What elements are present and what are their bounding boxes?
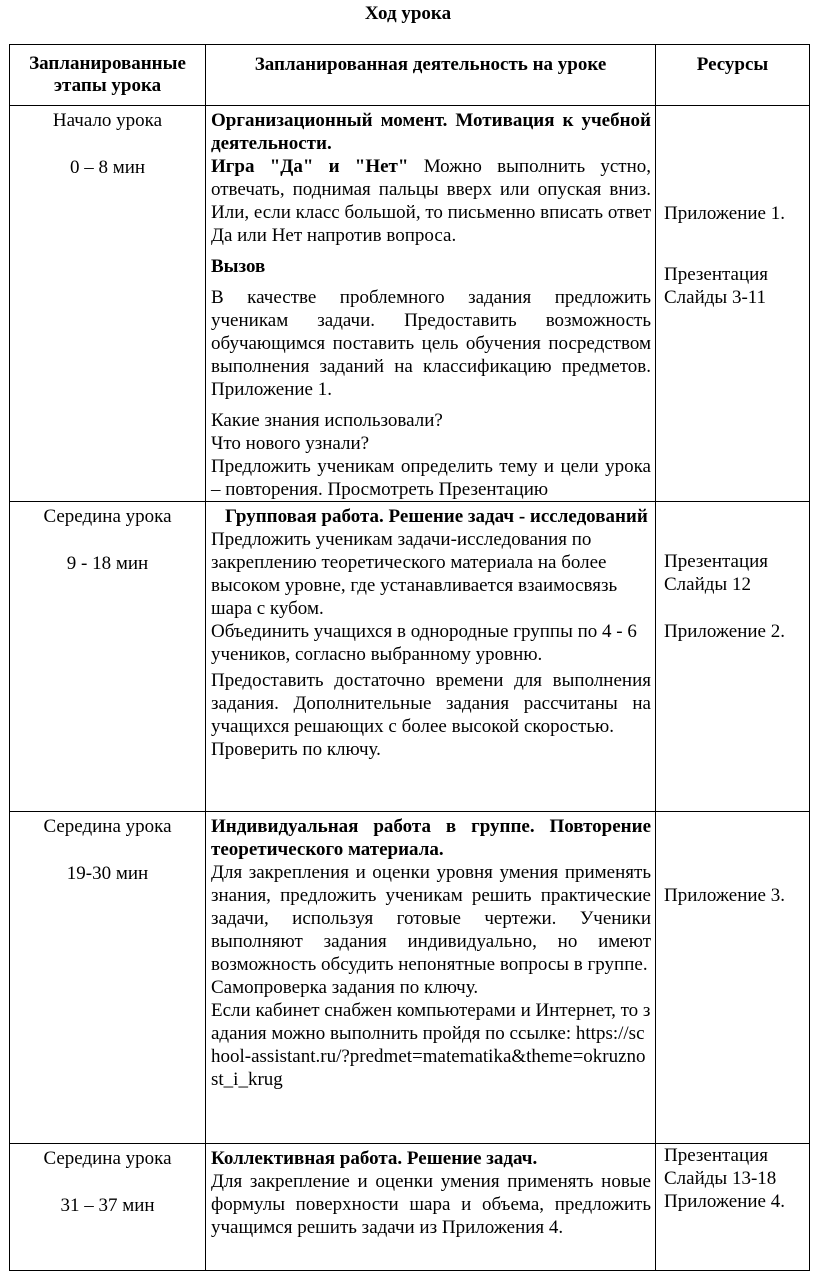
- activity-paragraph: Самопроверка задания по ключу.: [211, 977, 479, 998]
- resource-item: Слайды 13-18: [664, 1168, 777, 1189]
- game-text: Можно выполнить устно, отвечать, поднимая пальцы вверх или опуская вниз. Или, если класс большой, то письменно вписать ответ Да или Нет напротив вопроса.: [211, 156, 652, 246]
- game-title: Игра "Да" и "Нет": [211, 156, 409, 177]
- activity-paragraph: Объединить учащихся в однородные группы по 4 - 6 учеников, согласно выбранному уровню.: [211, 621, 637, 665]
- resource-item: Приложение 3.: [664, 885, 785, 906]
- resource-item: Приложение 4.: [664, 1191, 785, 1212]
- resources-cell: [656, 502, 810, 812]
- stage-name: Середина урока: [43, 506, 172, 527]
- stage-time: 0 – 8 мин: [69, 157, 146, 178]
- resource-item: Слайды 3-11: [664, 287, 767, 308]
- resources-cell: [656, 1144, 810, 1271]
- stage-time: 19-30 мин: [66, 863, 149, 884]
- activity-question: Какие знания использовали?: [211, 410, 443, 431]
- activity-heading: Коллективная работа. Решение задач.: [211, 1148, 538, 1169]
- resource-item: Презентация: [664, 1145, 769, 1166]
- stage-time: 31 – 37 мин: [60, 1195, 155, 1216]
- activity-paragraph: В качестве проблемного задания предложить ученикам задачи. Предоставить возможность обучающимся поставить цель обучения посредством выполнения заданий на классификацию предметов. Приложение 1.: [211, 287, 651, 400]
- activity-paragraph: Проверить по ключу.: [211, 739, 381, 760]
- activity-cell: [206, 1144, 656, 1271]
- header-stage: Запланированные этапы урока: [10, 45, 206, 106]
- activity-heading: Групповая работа. Решение задач - исследований: [225, 506, 648, 527]
- header-activity: Запланированная деятельность на уроке: [206, 45, 656, 106]
- table-row: [10, 502, 810, 812]
- activity-paragraph: [211, 155, 651, 247]
- resources-cell: [656, 812, 810, 1144]
- stage-cell: [10, 812, 206, 1144]
- lesson-plan-table: [9, 44, 810, 1271]
- activity-paragraph: Для закрепление и оценки умения применять новые формулы поверхности шара и объема, предложить учащимся решить задачи из Приложения 4.: [211, 1171, 651, 1238]
- activity-heading: Индивидуальная работа в группе. Повторение теоретического материала.: [211, 816, 651, 860]
- activity-cell: [206, 106, 656, 502]
- activity-heading: Вызов: [211, 256, 266, 277]
- activity-heading: Организационный момент. Мотивация к учебной деятельности.: [211, 110, 651, 154]
- stage-cell: [10, 106, 206, 502]
- table-row: [10, 106, 810, 502]
- table-header-row: [10, 45, 810, 106]
- stage-time: 9 - 18 мин: [66, 553, 149, 574]
- activity-question: Что нового узнали?: [211, 433, 370, 454]
- activity-paragraph: Предложить ученикам задачи-исследования по закреплению теоретического материала на более высоком уровне, где устанавливается взаимосвязь шара с кубом.: [211, 529, 618, 619]
- stage-name: Середина урока: [43, 816, 172, 837]
- activity-cell: [206, 812, 656, 1144]
- activity-paragraph: Предложить ученикам определить тему и цели урока – повторения. Просмотреть Презентацию: [211, 456, 651, 500]
- activity-cell: [206, 502, 656, 812]
- resource-item: Презентация: [664, 264, 769, 285]
- resource-item: Приложение 2.: [664, 621, 785, 642]
- stage-cell: [10, 502, 206, 812]
- activity-paragraph: Предоставить достаточно времени для выполнения задания. Дополнительные задания рассчитаны на учащихся решающих с более высокой скоростью.: [211, 670, 651, 737]
- table-row: [10, 812, 810, 1144]
- resource-item: Слайды 12: [664, 574, 751, 595]
- stage-name: Середина урока: [43, 1148, 172, 1169]
- activity-paragraph: Для закрепления и оценки уровня умения применять знания, предложить ученикам решить практические задачи, используя готовые чертежи. Ученики выполняют задания индивидуально, но имеют возможность обсудить непонятные вопросы в группе.: [211, 862, 651, 975]
- header-resources: Ресурсы: [656, 45, 810, 106]
- activity-paragraph: Если кабинет снабжен компьютерами и Интернет, то задания можно выполнить пройдя по ссылке: https://school-assistant.ru/?predmet=matematika&theme=okruznost_i_krug: [211, 1000, 651, 1090]
- stage-cell: [10, 1144, 206, 1271]
- stage-name: Начало урока: [52, 110, 163, 131]
- resource-item: Приложение 1.: [664, 203, 785, 224]
- page-title: Ход урока: [364, 3, 452, 24]
- resources-cell: [656, 106, 810, 502]
- table-row: [10, 1144, 810, 1271]
- resource-item: Презентация: [664, 551, 769, 572]
